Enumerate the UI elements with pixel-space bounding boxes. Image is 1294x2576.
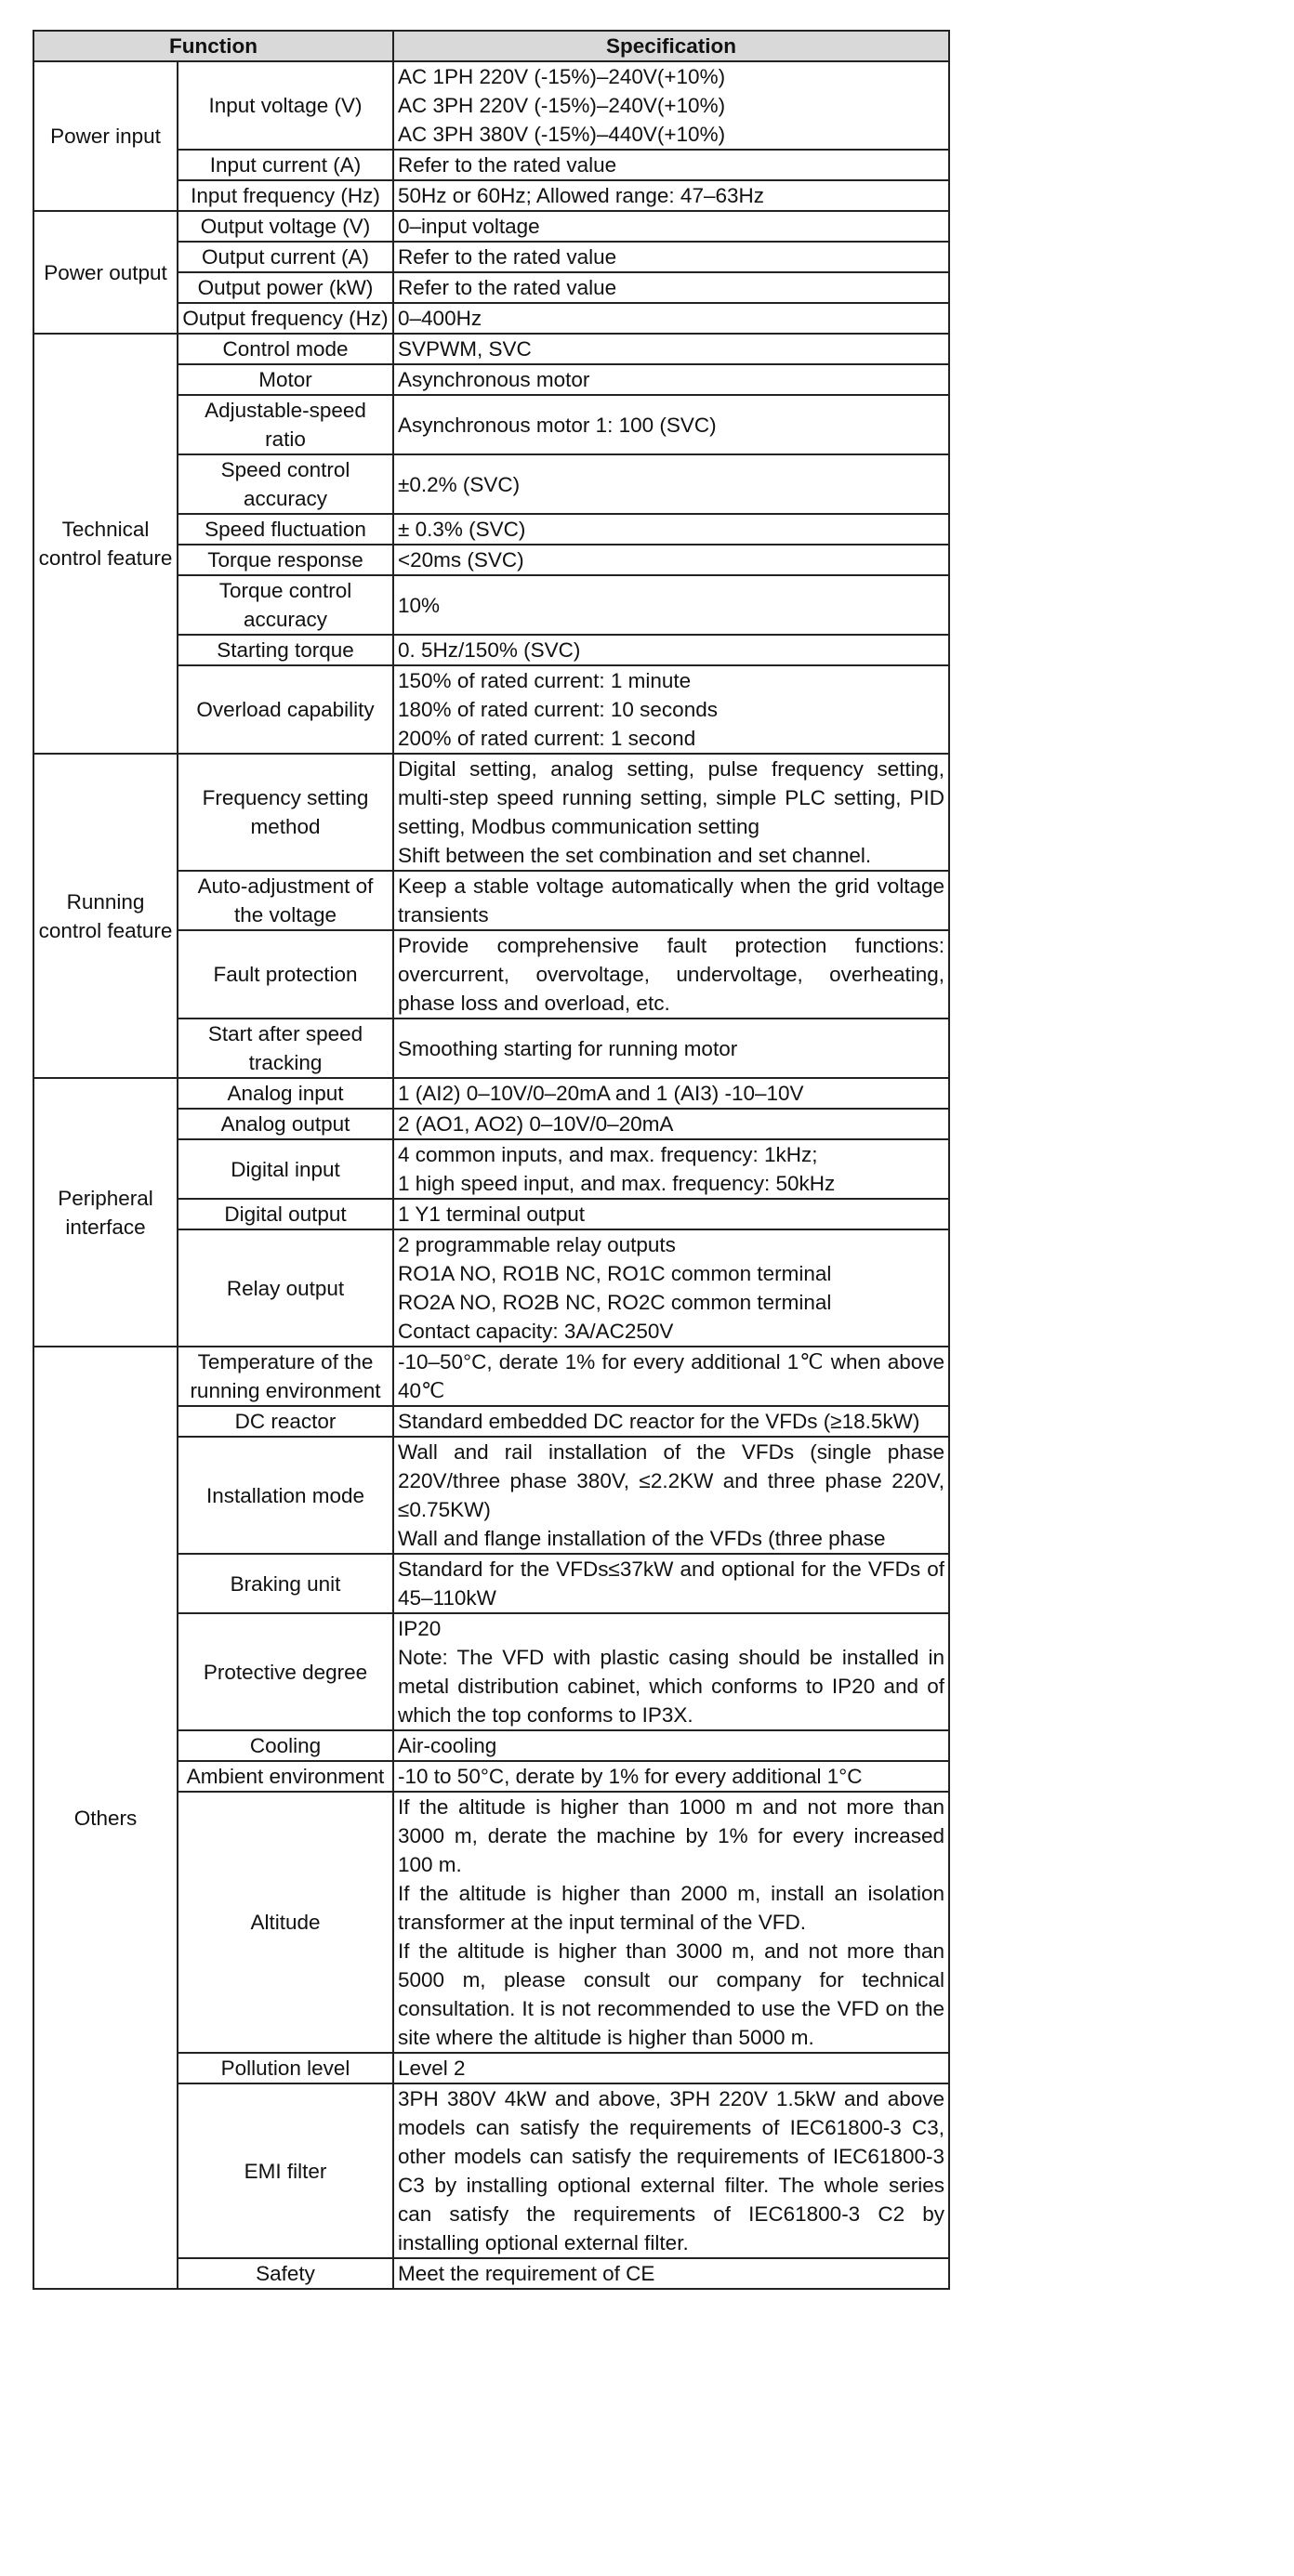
function-cell: Torque control accuracy <box>178 575 393 635</box>
specification-line: ±0.2% (SVC) <box>398 472 521 496</box>
function-cell: Output voltage (V) <box>178 211 393 242</box>
specification-cell <box>393 364 949 395</box>
function-cell: Start after speed tracking <box>178 1019 393 1078</box>
specification-line: Wall and rail installation of the VFDs (single phase 220V/three phase 380V, ≤2.2KW and three phase 220V, ≤0.75KW) <box>398 1440 945 1521</box>
specification-cell <box>393 514 949 545</box>
specification-line: -10–50°C, derate 1% for every additional 1℃ when above 40℃ <box>398 1350 945 1402</box>
specification-cell <box>393 1139 949 1199</box>
specification-line: Asynchronous motor <box>398 368 590 391</box>
specification-line: 200% of rated current: 1 second <box>398 727 696 750</box>
group-label: Peripheral interface <box>33 1078 178 1347</box>
specification-cell <box>393 454 949 514</box>
specification-line: 1 (AI2) 0–10V/0–20mA and 1 (AI3) -10–10V <box>398 1082 804 1105</box>
specification-line: 1 high speed input, and max. frequency: 50kHz <box>398 1172 836 1195</box>
function-cell: Torque response <box>178 545 393 575</box>
table-row <box>33 334 949 364</box>
specification-line: Level 2 <box>398 2057 466 2080</box>
specification-cell <box>393 180 949 211</box>
function-cell: Speed fluctuation <box>178 514 393 545</box>
specification-line: If the altitude is higher than 3000 m, and not more than 5000 m, please consult our company for technical consultation. It is not recommended to use the VFD on the site where the altitude is higher than 5000 m. <box>398 1939 945 2049</box>
specification-line: -10 to 50°C, derate by 1% for every additional 1°C <box>398 1765 863 1788</box>
specification-line: 2 (AO1, AO2) 0–10V/0–20mA <box>398 1112 674 1136</box>
specification-line: 1 Y1 terminal output <box>398 1203 585 1226</box>
header-row <box>33 31 949 61</box>
function-cell: Digital output <box>178 1199 393 1229</box>
function-cell: Input frequency (Hz) <box>178 180 393 211</box>
specification-cell <box>393 61 949 150</box>
specification-cell <box>393 1347 949 1406</box>
group-label: Technical control feature <box>33 334 178 754</box>
specification-line: Refer to the rated value <box>398 245 617 269</box>
specification-cell <box>393 1199 949 1229</box>
function-cell: Digital input <box>178 1139 393 1199</box>
function-cell: Protective degree <box>178 1613 393 1730</box>
specification-line: Refer to the rated value <box>398 276 617 299</box>
group-label: Power output <box>33 211 178 334</box>
specification-line: Provide comprehensive fault protection functions: overcurrent, overvoltage, undervoltage, overheating, phase loss and overload, etc. <box>398 934 945 1015</box>
function-cell: Starting torque <box>178 635 393 665</box>
specification-line: If the altitude is higher than 1000 m and not more than 3000 m, derate the machine by 1% for every increased 100 m. <box>398 1795 945 1876</box>
specification-line: SVPWM, SVC <box>398 337 532 361</box>
function-cell: Relay output <box>178 1229 393 1347</box>
specification-line: RO2A NO, RO2B NC, RO2C common terminal <box>398 1291 832 1314</box>
function-cell: Safety <box>178 2258 393 2289</box>
specification-cell <box>393 1406 949 1437</box>
specification-cell <box>393 334 949 364</box>
specification-cell <box>393 1761 949 1792</box>
specification-line: Standard embedded DC reactor for the VFDs (≥18.5kW) <box>398 1410 920 1433</box>
specification-cell <box>393 575 949 635</box>
function-cell: DC reactor <box>178 1406 393 1437</box>
specification-cell <box>393 1792 949 2053</box>
specification-line: Contact capacity: 3A/AC250V <box>398 1320 674 1343</box>
function-cell: Input voltage (V) <box>178 61 393 150</box>
specification-line: Meet the requirement of CE <box>398 2262 655 2285</box>
specification-cell <box>393 2258 949 2289</box>
table-row <box>33 1078 949 1109</box>
specification-line: <20ms (SVC) <box>398 548 524 572</box>
specification-line: 50Hz or 60Hz; Allowed range: 47–63Hz <box>398 184 764 207</box>
function-cell: Auto-adjustment of the voltage <box>178 871 393 930</box>
specification-cell <box>393 871 949 930</box>
specification-line: Wall and flange installation of the VFDs (three phase <box>398 1527 886 1550</box>
function-cell: Ambient environment <box>178 1761 393 1792</box>
table-row <box>33 61 949 150</box>
function-cell: Motor <box>178 364 393 395</box>
specification-line: 0–400Hz <box>398 307 482 330</box>
group-label: Power input <box>33 61 178 211</box>
function-cell: Altitude <box>178 1792 393 2053</box>
specification-cell <box>393 272 949 303</box>
specification-line: ± 0.3% (SVC) <box>398 518 526 541</box>
specification-cell <box>393 1229 949 1347</box>
specification-line: 4 common inputs, and max. frequency: 1kHz; <box>398 1143 818 1166</box>
specification-line: Asynchronous motor 1: 100 (SVC) <box>398 413 717 437</box>
specification-cell <box>393 2053 949 2083</box>
specification-line: Note: The VFD with plastic casing should be installed in metal distribution cabinet, which conforms to IP20 and of which the top conforms to IP3X. <box>398 1646 945 1727</box>
specification-line: Refer to the rated value <box>398 153 617 177</box>
function-header: Function <box>33 31 393 61</box>
function-cell: Output frequency (Hz) <box>178 303 393 334</box>
specification-cell <box>393 1019 949 1078</box>
specification-cell <box>393 1730 949 1761</box>
function-cell: Fault protection <box>178 930 393 1019</box>
function-cell: Adjustable-speed ratio <box>178 395 393 454</box>
function-cell: Analog output <box>178 1109 393 1139</box>
specification-line: Standard for the VFDs≤37kW and optional for the VFDs of 45–110kW <box>398 1557 945 1610</box>
function-cell: Frequency setting method <box>178 754 393 871</box>
specification-cell <box>393 545 949 575</box>
function-cell: Installation mode <box>178 1437 393 1554</box>
specification-cell <box>393 242 949 272</box>
specification-line: IP20 <box>398 1617 442 1640</box>
specification-line: Air-cooling <box>398 1734 497 1757</box>
specification-cell <box>393 930 949 1019</box>
specification-line: If the altitude is higher than 2000 m, install an isolation transformer at the input terminal of the VFD. <box>398 1882 945 1934</box>
specification-line: Smoothing starting for running motor <box>398 1036 738 1060</box>
specification-line: AC 3PH 220V (-15%)–240V(+10%) <box>398 94 726 117</box>
function-cell: Overload capability <box>178 665 393 754</box>
specification-line: AC 3PH 380V (-15%)–440V(+10%) <box>398 123 726 146</box>
table-body <box>33 61 949 2289</box>
specification-line: 10% <box>398 593 441 617</box>
specification-cell <box>393 303 949 334</box>
specification-cell <box>393 395 949 454</box>
specification-header: Specification <box>393 31 949 61</box>
specification-cell <box>393 1109 949 1139</box>
specification-table <box>33 30 950 2290</box>
specification-line: Digital setting, analog setting, pulse frequency setting, multi-step speed running setting, simple PLC setting, PID setting, Modbus communication setting <box>398 757 945 838</box>
specification-cell <box>393 211 949 242</box>
function-cell: Output current (A) <box>178 242 393 272</box>
specification-cell <box>393 2083 949 2258</box>
table-row <box>33 211 949 242</box>
function-cell: Temperature of the running environment <box>178 1347 393 1406</box>
table-row <box>33 754 949 871</box>
function-cell: Control mode <box>178 334 393 364</box>
specification-cell <box>393 1437 949 1554</box>
table-row <box>33 1347 949 1406</box>
group-label: Running control feature <box>33 754 178 1078</box>
specification-line: 150% of rated current: 1 minute <box>398 669 692 692</box>
specification-line: AC 1PH 220V (-15%)–240V(+10%) <box>398 65 726 88</box>
specification-line: 3PH 380V 4kW and above, 3PH 220V 1.5kW and above models can satisfy the requirements of IEC61800-3 C3, other models can satisfy the requirements of IEC61800-3 C3 by installing optional external filter. The whole series can satisfy the requirements of IEC61800-3 C2 by installing optional external filter. <box>398 2087 945 2254</box>
specification-cell <box>393 1078 949 1109</box>
specification-cell <box>393 635 949 665</box>
specification-line: 0. 5Hz/150% (SVC) <box>398 638 581 662</box>
specification-cell <box>393 1554 949 1613</box>
specification-line: RO1A NO, RO1B NC, RO1C common terminal <box>398 1262 832 1285</box>
function-cell: Cooling <box>178 1730 393 1761</box>
group-label: Others <box>33 1347 178 2289</box>
function-cell: Speed control accuracy <box>178 454 393 514</box>
specification-cell <box>393 150 949 180</box>
specification-line: Shift between the set combination and set channel. <box>398 844 872 867</box>
specification-cell <box>393 665 949 754</box>
specification-cell <box>393 1613 949 1730</box>
specification-line: Keep a stable voltage automatically when the grid voltage transients <box>398 874 945 927</box>
specification-line: 2 programmable relay outputs <box>398 1233 676 1256</box>
function-cell: Input current (A) <box>178 150 393 180</box>
function-cell: Analog input <box>178 1078 393 1109</box>
function-cell: Output power (kW) <box>178 272 393 303</box>
function-cell: Braking unit <box>178 1554 393 1613</box>
specification-cell <box>393 754 949 871</box>
function-cell: EMI filter <box>178 2083 393 2258</box>
specification-line: 0–input voltage <box>398 215 540 238</box>
specification-line: 180% of rated current: 10 seconds <box>398 698 718 721</box>
function-cell: Pollution level <box>178 2053 393 2083</box>
